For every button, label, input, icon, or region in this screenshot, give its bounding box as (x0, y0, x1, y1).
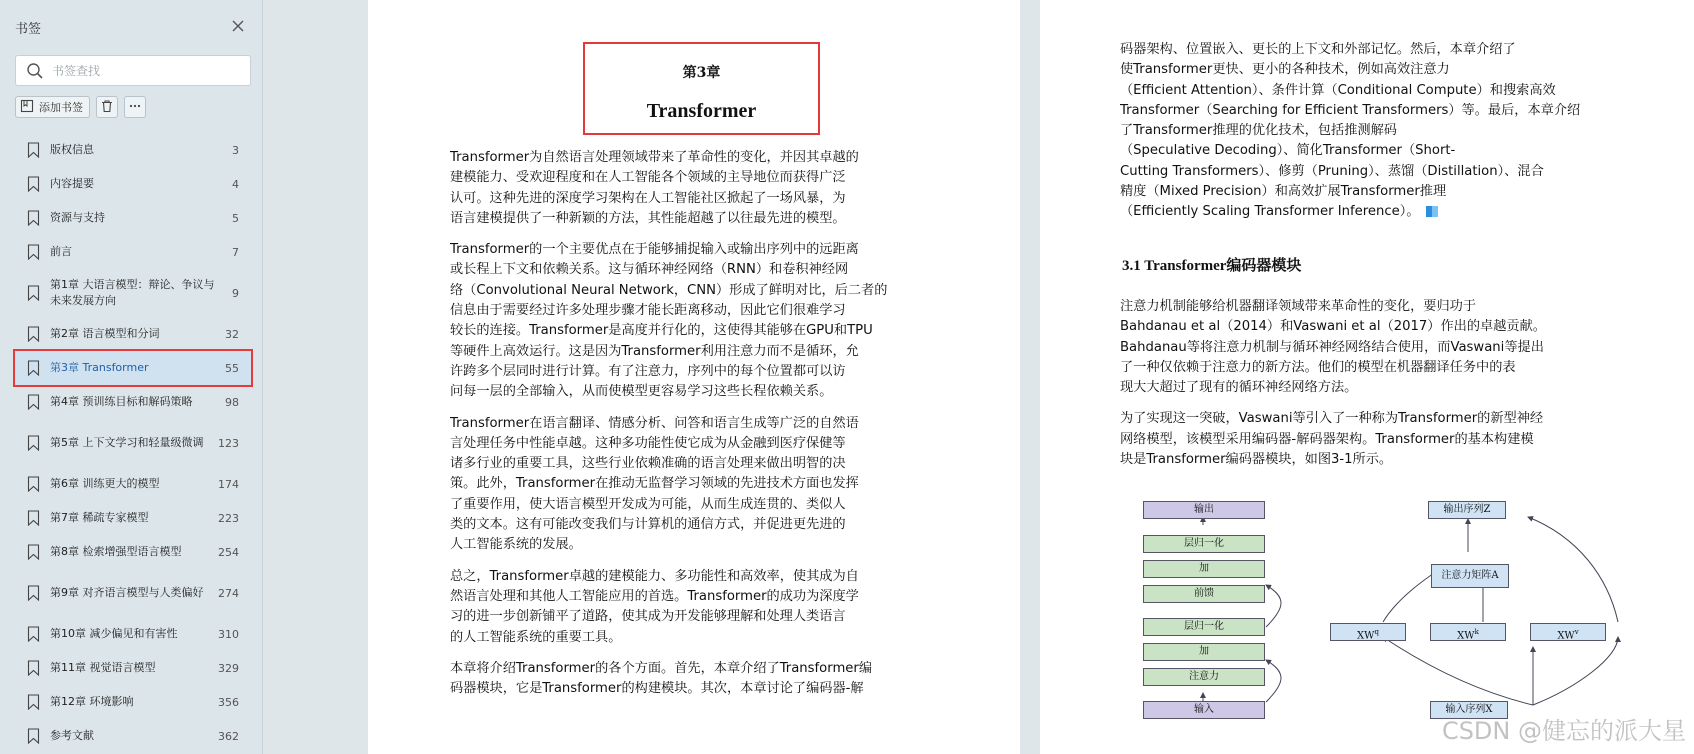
bookmark-page: 254 (218, 545, 239, 559)
bookmark-label: 第2章 语言模型和分词 (50, 327, 160, 340)
bookmark-icon (27, 435, 40, 451)
bookmark-page: 274 (218, 586, 239, 600)
bookmark-page: 362 (218, 729, 239, 743)
xwq-label: XW (1357, 630, 1375, 642)
bookmark-icon (27, 176, 40, 192)
bookmark-label: 第6章 训练更大的模型 (50, 477, 160, 490)
bookmark-label: 内容提要 (50, 177, 94, 190)
delete-bookmark-button[interactable] (96, 96, 118, 118)
diagram-node-add: 加 (1143, 643, 1265, 661)
bookmark-item[interactable] (15, 569, 251, 617)
paragraph: 注意力机制能够给机器翻译领域带来革命性的变化，要归功于 Bahdanau et al（2014）和Vaswani et al（2017）作出的卓越贡献。 Bahdanau等将注意力机制与循环神经网络结合使用，而Vaswani等提出 了一种仅依赖于注意力的新方法。他们的模型在机器翻译任务中的表 现大大超过了现有的循环神经网络方法。 (1120, 299, 1546, 396)
bookmark-page: 310 (218, 627, 239, 641)
document-page-right (1040, 0, 1694, 754)
bookmark-icon (27, 510, 40, 526)
paragraph: Transformer为自然语言处理领域带来了革命性的变化，并因其卓越的 建模能力、受欢迎程度和在人工智能各个领域的主导地位而获得广泛 认可。这种先进的深度学习架构在人工智能社区掀起了一场风暴，为 语言建模提供了一种新颖的方法，其性能超越了以往最先进的模型。 (450, 150, 859, 226)
diagram-node-xwk (1430, 623, 1506, 641)
bookmark-label: 第9章 对齐语言模型与人类偏好 (50, 586, 204, 599)
bookmark-page: 123 (218, 436, 239, 450)
bookmark-label: 第10章 减少偏见和有害性 (50, 627, 178, 640)
page2-body (1120, 297, 1640, 481)
bookmark-search-box (15, 55, 251, 86)
bookmark-item[interactable] (15, 617, 251, 651)
bookmark-page: 3 (232, 143, 239, 157)
section-heading: 3.1 Transformer编码器模块 (1122, 258, 1302, 274)
bookmark-item[interactable] (15, 685, 251, 719)
bookmark-icon (27, 585, 40, 601)
bookmark-icon (27, 285, 40, 301)
bookmark-page: 174 (218, 477, 239, 491)
bookmark-add-icon (20, 99, 34, 116)
add-bookmark-label: 添加书签 (39, 101, 83, 114)
bookmark-item[interactable] (15, 167, 251, 201)
paragraph: 为了实现这一突破，Vaswani等引入了一种称为Transformer的新型神经 网络模型，该模型采用编码器-解码器架构。Transformer的基本构建模 块是Transformer编码器模块，如图3-1所示。 (1120, 411, 1544, 468)
bookmark-item[interactable] (15, 719, 251, 753)
bookmark-sidebar (0, 0, 263, 754)
bookmark-label: 第11章 视觉语言模型 (50, 661, 156, 674)
bookmark-item[interactable] (15, 501, 251, 535)
bookmark-icon (27, 394, 40, 410)
page-background (263, 0, 368, 754)
trash-icon (100, 99, 114, 116)
diagram-node-attention-matrix: 注意力矩阵A (1431, 564, 1509, 588)
diagram-node-attention: 注意力 (1143, 668, 1265, 686)
sidebar-title: 书签 (15, 22, 42, 37)
bookmark-icon (27, 728, 40, 744)
diagram-node-output-seq: 输出序列Z (1428, 501, 1506, 519)
bookmark-icon (27, 326, 40, 342)
paragraph: 总之，Transformer卓越的建模能力、多功能性和高效率，使其成为自 然语言处理和其他人工智能应用的首选。Transformer的成功为深度学 习的进一步创新铺平了道路，使其成为开发能够理解和处理人类语言 的人工智能系统的重要工具。 (450, 568, 859, 645)
bookmark-item[interactable] (15, 201, 251, 235)
more-icon (128, 99, 142, 116)
paragraph: Transformer在语言翻译、情感分析、问答和语言生成等广泛的自然语 言处理任务中性能卓越。这种多功能性使它成为从金融到医疗保健等 诸多行业的重要工具，这些行业依赖准确的语言处理来做出明智的决 策。此外，Transformer在推动无监督学习领域的先进技术方面也发挥 了重要作用，使大语言模型开发成为可能，从而生成连贯的、类似人 类的文本。这有可能改变我们与计算机的通信方式，并促进更先进的 人工智能系统的发展。 (450, 415, 859, 553)
bookmark-item[interactable] (15, 133, 251, 167)
figure-connectors (1138, 497, 1638, 727)
diagram-node-xwq (1330, 623, 1406, 641)
bookmark-label: 第3章 Transformer (50, 361, 149, 374)
bookmark-page: 55 (225, 361, 239, 375)
bookmark-label: 第5章 上下文学习和轻量级微调 (50, 436, 204, 449)
cursor-marker-icon (1426, 206, 1438, 217)
bookmark-label: 第7章 稀疏专家模型 (50, 511, 149, 524)
bookmark-label: 第12章 环境影响 (50, 695, 134, 708)
bookmark-page: 7 (232, 245, 239, 259)
bookmark-icon (27, 360, 40, 376)
paragraph: 本章将介绍Transformer的各个方面。首先，本章介绍了Transformer编 码器模块，它是Transformer的构建模块。其次，本章讨论了编码器-解 (450, 660, 873, 697)
encoder-block-figure (1138, 497, 1638, 727)
paragraph: 码器架构、位置嵌入、更长的上下文和外部记忆。然后，本章介绍了 使Transformer更快、更小的各种技术，例如高效注意力 （Efficient Attention）、条件计算（Conditional Compute）和搜索高效 Transformer（Searching for Efficient Transformers）等。最后，本章介绍 了Transformer推理的优化技术，包括推测解码 （Speculative Decoding）、简化Transformer（Short- Cutting Transformers）、修剪（Pruning）、蒸馏（Distillation）、混合 精度（Mixed Precision）和高效扩展Transformer推理 （Efficiently Scaling Transformer Inference）。 (1120, 42, 1581, 220)
xwk-sup: k (1474, 628, 1479, 636)
more-options-button[interactable] (124, 96, 146, 118)
chapter-number: 第3章 (682, 65, 721, 81)
diagram-node-input: 输入 (1143, 701, 1265, 719)
diagram-node-output: 输出 (1143, 501, 1265, 519)
chapter-title: Transformer (646, 100, 757, 122)
bookmark-icon (27, 626, 40, 642)
page1-body (450, 148, 950, 710)
bookmark-item[interactable] (15, 651, 251, 685)
diagram-node-xwv (1530, 623, 1606, 641)
sidebar-header (15, 18, 248, 38)
bookmark-page: 98 (225, 395, 239, 409)
add-bookmark-button[interactable] (15, 96, 90, 118)
bookmark-item[interactable] (15, 385, 251, 419)
document-page-left (368, 0, 1020, 754)
bookmark-search-input[interactable] (52, 60, 242, 82)
bookmark-list (15, 133, 251, 753)
bookmark-page: 9 (232, 286, 239, 300)
bookmark-page: 32 (225, 327, 239, 341)
bookmark-label: 前言 (50, 245, 72, 258)
bookmark-icon (27, 244, 40, 260)
bookmark-toolbar (15, 96, 146, 118)
bookmark-item[interactable] (15, 419, 251, 467)
chapter-heading-box (583, 42, 820, 135)
bookmark-item[interactable] (15, 269, 251, 317)
xwk-label: XW (1457, 630, 1475, 642)
diagram-node-input-seq: 输入序列X (1430, 701, 1508, 719)
bookmark-page: 4 (232, 177, 239, 191)
bookmark-page: 223 (218, 511, 239, 525)
bookmark-item[interactable] (15, 317, 251, 351)
bookmark-label: 第1章 大语言模型：辩论、争议与未来发展方向 (50, 278, 215, 307)
bookmark-label: 版权信息 (50, 143, 94, 156)
diagram-node-layernorm: 层归一化 (1143, 535, 1265, 553)
xwv-label: XW (1557, 630, 1575, 642)
watermark: CSDN @健忘的派大星 (1441, 717, 1686, 745)
bookmark-item-selected[interactable] (15, 351, 251, 385)
bookmark-page: 5 (232, 211, 239, 225)
page2-top-text (1120, 40, 1640, 223)
bookmark-page: 356 (218, 695, 239, 709)
bookmark-label: 第4章 预训练目标和解码策略 (50, 395, 193, 408)
diagram-node-layernorm: 层归一化 (1143, 618, 1265, 636)
bookmark-item[interactable] (15, 535, 251, 569)
bookmark-item[interactable] (15, 467, 251, 501)
bookmark-icon (27, 694, 40, 710)
xwq-sup: q (1374, 628, 1379, 636)
close-icon[interactable] (228, 16, 248, 36)
bookmark-icon (27, 660, 40, 676)
paragraph: Transformer的一个主要优点在于能够捕捉输入或输出序列中的远距离 或长程上下文和依赖关系。这与循环神经网络（RNN）和卷积神经网 络（Convolutional Neural Network，CNN）形成了鲜明对比，后二者的 信息由于需要经过许多处理步骤才能长距离移动，因此它们很难学习 较长的连接。Transformer是高度并行化的，这使得其能够在GPU和TPU 等硬件上高效运行。这是因为Transformer利用注意力而不是循环，允 许跨多个层同时进行计算。有了注意力，序列中的每个位置都可以访 问每一层的全部输入，从而使模型更容易学习这些长程依赖关系。 (450, 242, 888, 400)
diagram-node-add: 加 (1143, 560, 1265, 578)
xwv-sup: v (1574, 628, 1579, 636)
bookmark-item[interactable] (15, 235, 251, 269)
bookmark-label: 资源与支持 (50, 211, 105, 224)
bookmark-label: 参考文献 (50, 729, 94, 742)
bookmark-page: 329 (218, 661, 239, 675)
bookmark-label: 第8章 检索增强型语言模型 (50, 545, 182, 558)
bookmark-icon (27, 142, 40, 158)
bookmark-icon (27, 210, 40, 226)
bookmark-icon (27, 544, 40, 560)
search-icon (26, 62, 44, 80)
bookmark-icon (27, 476, 40, 492)
diagram-node-feedforward: 前馈 (1143, 585, 1265, 603)
